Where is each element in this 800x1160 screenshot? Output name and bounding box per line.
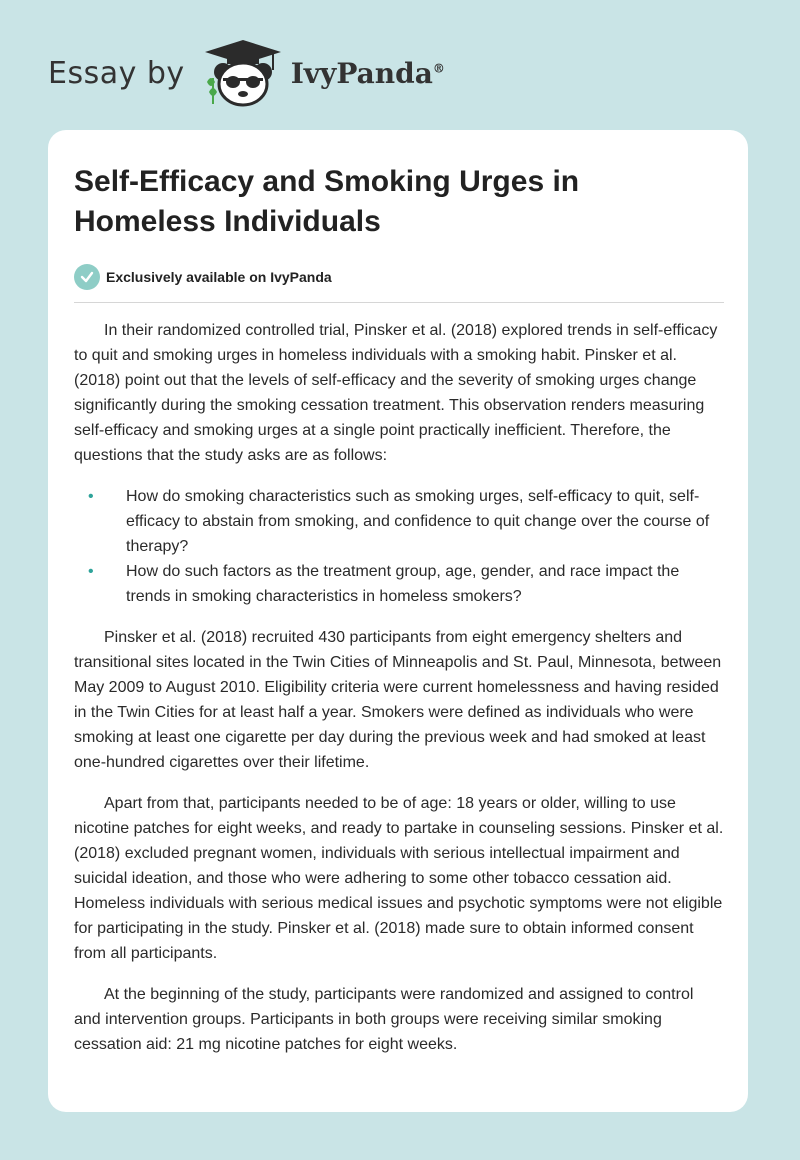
divider (74, 302, 724, 303)
bullet-icon: • (88, 563, 94, 580)
brand-name[interactable]: IvyPanda® (290, 56, 445, 90)
essay-body (74, 318, 724, 1073)
question-list (74, 484, 724, 609)
paragraph: Pinsker et al. (2018) recruited 430 participants from eight emergency shelters and transitional sites located in the Twin Cities of Minneapolis and St. Paul, Minnesota, between May 2009 to August 2010. Eligibility criteria were current homelessness and having resided in the Twin Cities for at least half a year. Smokers were defined as individuals who were smoking at least one cigarette per day during the previous week and had smoked at least one-hundred cigarettes over their lifetime. (74, 629, 722, 771)
site-header (48, 38, 445, 108)
paragraph: Apart from that, participants needed to be of age: 18 years or older, willing to use nicotine patches for eight weeks, and ready to partake in counseling sessions. Pinsker et al. (2018) excluded pregnant women, individuals with serious intellectual impairment and suicidal ideation, and those who were adhering to some other tobacco cessation aid. Homeless individuals with serious medical issues and psychotic symptoms were not eligible for participating in the study. Pinsker et al. (2018) made sure to obtain informed consent from all participants. (74, 795, 724, 962)
list-item: • How do such factors as the treatment group, age, gender, and race impact the trends in smoking characteristics in homeless smokers? (74, 559, 724, 609)
page-title: Self-Efficacy and Smoking Urges in Homeless Individuals (74, 165, 580, 238)
check-icon (74, 264, 100, 290)
bullet-icon: • (88, 488, 94, 505)
essay-by-label: Essay by (48, 55, 185, 91)
panda-graduation-cap-icon (201, 38, 285, 108)
paragraph: In their randomized controlled trial, Pinsker et al. (2018) explored trends in self-efficacy to quit and smoking urges in homeless individuals with a smoking habit. Pinsker et al. (2018) point out that the levels of self-efficacy and the severity of smoking urges change significantly during the smoking cessation treatment. This observation renders measuring self-efficacy and smoking urges at a single point practically inefficient. Therefore, the questions that the study asks are as follows: (74, 322, 718, 464)
exclusive-label: Exclusively available on IvyPanda (106, 269, 332, 285)
essay-card (48, 130, 748, 1112)
exclusive-badge (74, 264, 332, 290)
list-item: • How do smoking characteristics such as smoking urges, self-efficacy to quit, self-efficacy to abstain from smoking, and confidence to quit change over the course of therapy? (74, 484, 724, 559)
paragraph: At the beginning of the study, participants were randomized and assigned to control and intervention groups. Participants in both groups were receiving similar smoking cessation aid: 21 mg nicotine patches for eight weeks. (74, 986, 694, 1053)
